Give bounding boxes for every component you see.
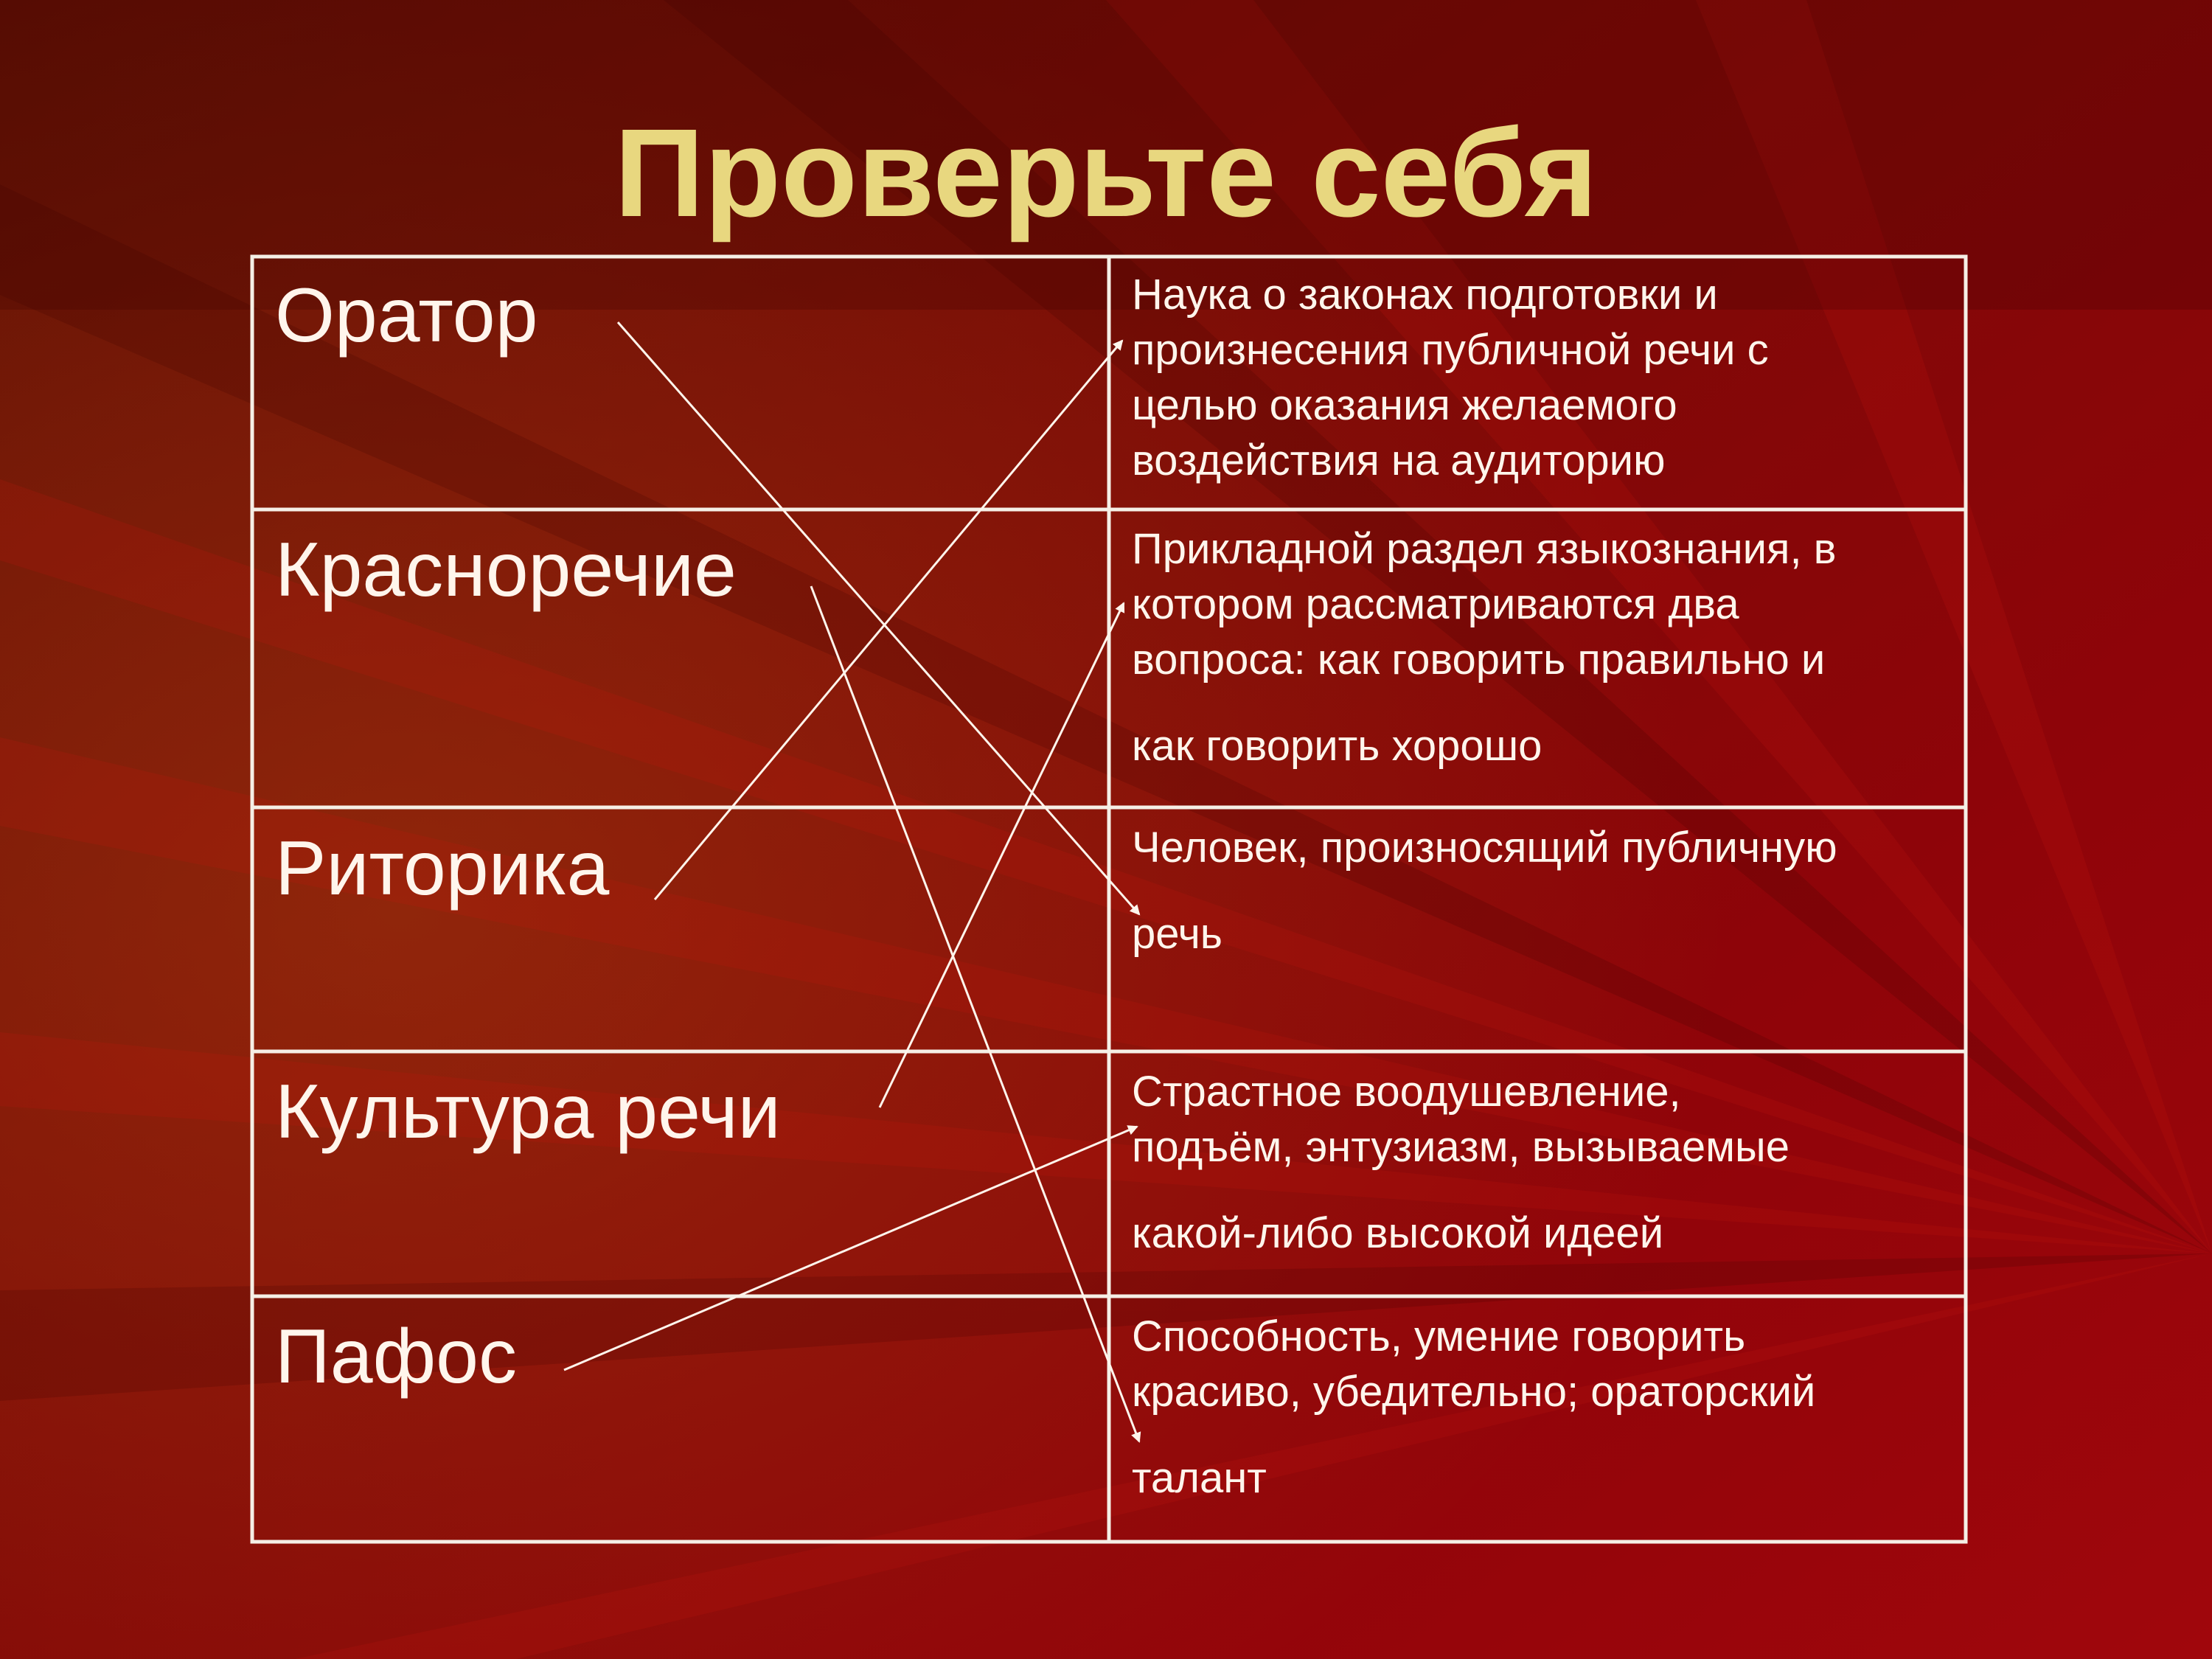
slide-title: Проверьте себя: [614, 103, 1598, 243]
definition-line: целью оказания желаемого: [1132, 381, 1677, 429]
definition-line: речь: [1132, 910, 1223, 958]
term-speech-culture: Культура речи: [275, 1069, 781, 1155]
definition-line: Наука о законах подготовки и: [1132, 271, 1718, 319]
term-orator: Оратор: [275, 273, 538, 358]
definition-ability: [1132, 1309, 1954, 1506]
definition-line: котором рассматриваются два: [1132, 580, 1739, 628]
definition-person: [1132, 820, 1954, 961]
definition-science: [1132, 267, 1954, 488]
definition-line: Прикладной раздел языкознания, в: [1132, 525, 1837, 573]
definition-line: вопроса: как говорить правильно и: [1132, 636, 1826, 684]
definition-line: какой-либо высокой идеей: [1132, 1209, 1664, 1257]
definition-line: Способность, умение говорить: [1132, 1312, 1746, 1360]
term-rhetoric: Риторика: [275, 826, 610, 911]
definition-line: Человек, произносящий публичную: [1132, 824, 1837, 872]
definition-line: красиво, убедительно; ораторский: [1132, 1368, 1816, 1416]
definition-line: произнесения публичной речи с: [1132, 326, 1769, 374]
term-eloquence: Красноречие: [275, 527, 737, 613]
definition-line: воздействия на аудиторию: [1132, 437, 1666, 484]
definition-linguistics: [1132, 521, 1954, 773]
definition-line: подъём, энтузиазм, вызываемые: [1132, 1123, 1790, 1171]
definition-line: как говорить хорошо: [1132, 722, 1543, 770]
definition-line: талант: [1132, 1454, 1267, 1502]
term-pathos: Пафос: [275, 1314, 517, 1399]
definition-enthusiasm: [1132, 1064, 1954, 1261]
definition-line: Страстное воодушевление,: [1132, 1068, 1681, 1116]
